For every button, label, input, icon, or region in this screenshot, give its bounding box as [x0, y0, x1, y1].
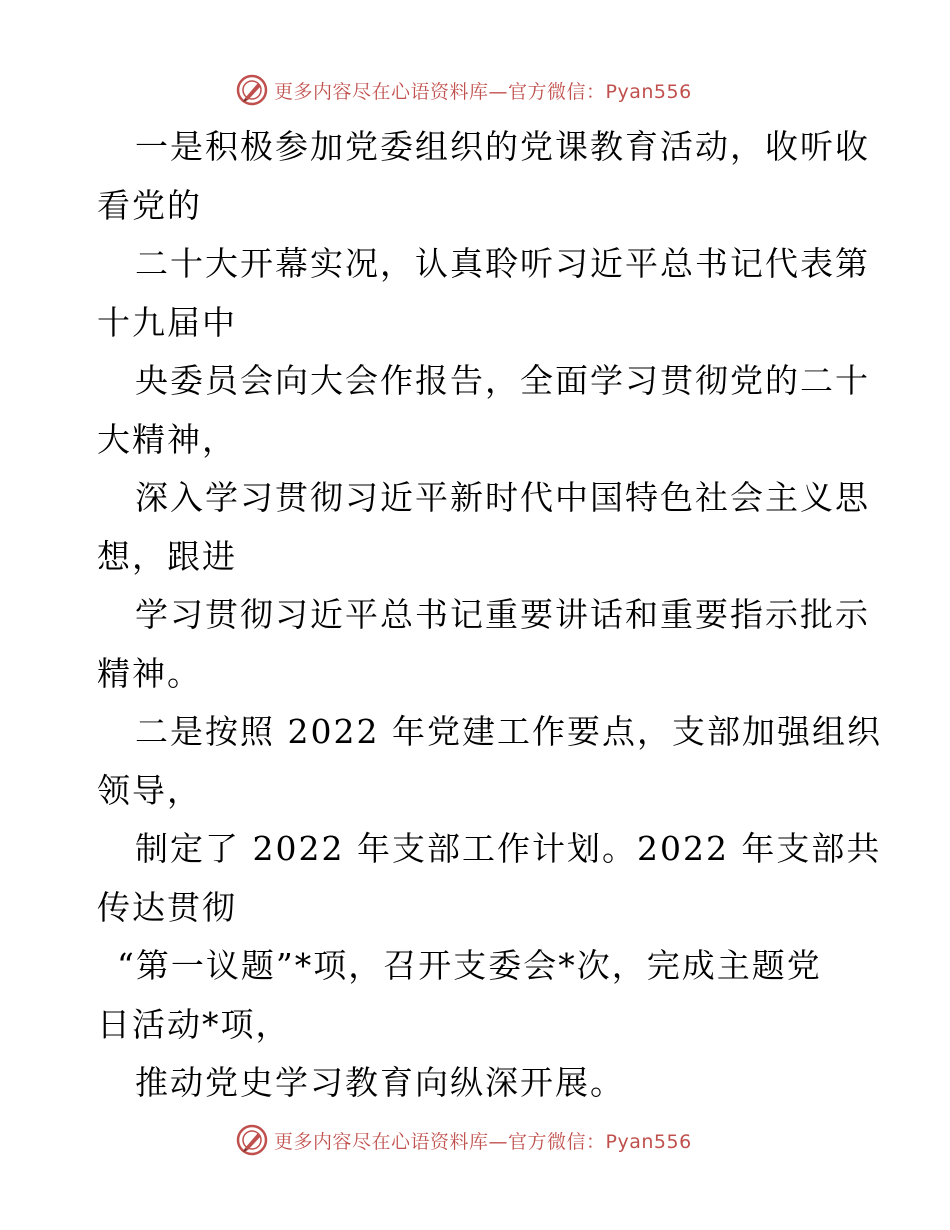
text-line: 大精神，: [97, 419, 237, 459]
header-watermark: [236, 72, 692, 108]
text-line: 日活动*项，: [97, 1004, 291, 1044]
text-line: 推动党史学习教育向纵深开展。: [135, 1063, 625, 1102]
watermark-text: 更多内容尽在心语资料库—官方微信：Pyan556: [274, 80, 692, 103]
text-line: 学习贯彻习近平总书记重要讲话和重要指示批示: [135, 595, 870, 634]
footer-watermark: [236, 1122, 692, 1158]
body-text: [97, 118, 882, 1113]
text-line: 精神。: [97, 653, 202, 693]
text-line: “第一议题”*项，召开支委会*次，完成主题党: [117, 946, 822, 985]
watermark-text: 更多内容尽在心语资料库—官方微信：Pyan556: [274, 1130, 692, 1153]
text-line: 二是按照 2022 年党建工作要点，支部加强组织: [135, 712, 882, 751]
text-line: 一是积极参加党委组织的党课教育活动，收听收: [135, 127, 870, 166]
text-line: 深入学习贯彻习近平新时代中国特色社会主义思: [135, 478, 870, 517]
text-line: 二十大开幕实况，认真聆听习近平总书记代表第: [135, 244, 870, 283]
pen-logo-icon: [236, 1124, 268, 1156]
text-line: 制定了 2022 年支部工作计划。2022 年支部共: [135, 829, 882, 868]
pen-logo-icon: [236, 74, 268, 106]
text-line: 传达贯彻: [97, 887, 237, 927]
text-line: 想，跟进: [97, 536, 237, 576]
text-line: 领导，: [97, 770, 202, 810]
text-line: 十九届中: [97, 302, 237, 342]
text-line: 看党的: [97, 185, 202, 225]
text-line: 央委员会向大会作报告，全面学习贯彻党的二十: [135, 361, 870, 400]
